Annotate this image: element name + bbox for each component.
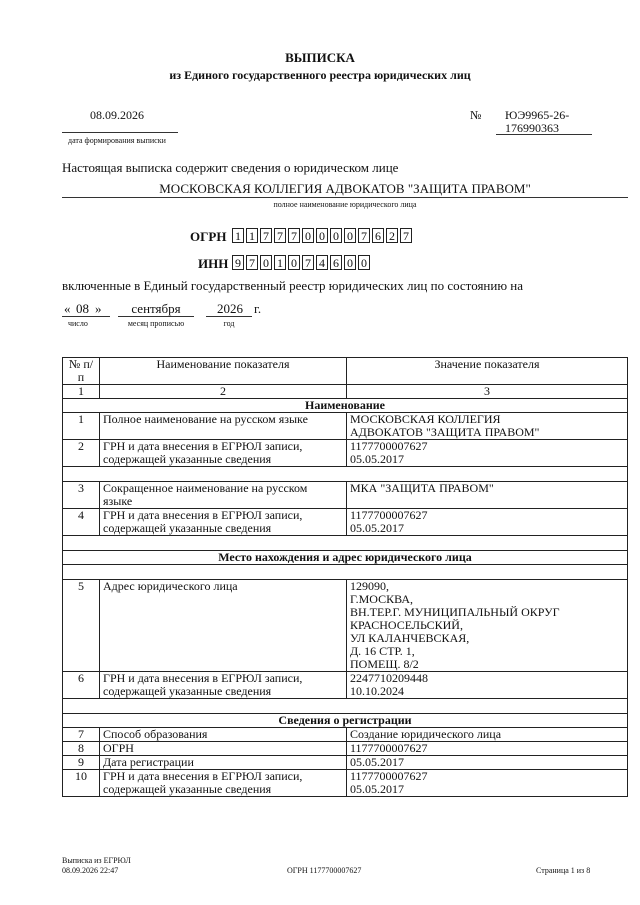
table-row (63, 509, 628, 536)
row-number: 6 (63, 672, 100, 699)
inn-boxes (232, 255, 372, 270)
ogrn-digit-box: 7 (260, 228, 272, 243)
inn-digit-box: 0 (260, 255, 272, 270)
row-name: ОГРН (100, 742, 347, 756)
inn-digit-box: 1 (274, 255, 286, 270)
inn-digit-box: 0 (358, 255, 370, 270)
day-underline (62, 316, 110, 317)
inn-digit-box: 4 (316, 255, 328, 270)
table-row (63, 756, 628, 770)
header-num-3: 3 (347, 385, 628, 399)
row-number: 9 (63, 756, 100, 770)
row-name: Способ образования (100, 728, 347, 742)
footer-left: Выписка из ЕГРЮЛ 08.09.2026 22:47 (62, 856, 131, 875)
inn-label: ИНН (198, 256, 229, 271)
spacer-row (63, 565, 628, 580)
ogrn-digit-box: 1 (232, 228, 244, 243)
row-name: Полное наименование на русском языке (100, 413, 347, 440)
table-header-row (63, 358, 628, 385)
section-address: Место нахождения и адрес юридического лица (63, 551, 628, 565)
table-row (63, 672, 628, 699)
row-number: 10 (63, 770, 100, 797)
ogrn-boxes (232, 228, 414, 243)
table-row (63, 742, 628, 756)
row-number: 8 (63, 742, 100, 756)
ogrn-digit-box: 2 (386, 228, 398, 243)
row-name: ГРН и дата внесения в ЕГРЮЛ записи, содержащей указанные сведения (100, 672, 347, 699)
date-close-quote: » (95, 301, 102, 316)
header-num: № п/п (63, 358, 100, 385)
number-sign: № (470, 108, 482, 122)
header-value: Значение показателя (347, 358, 628, 385)
row-name: ГРН и дата внесения в ЕГРЮЛ записи, содержащей указанные сведения (100, 509, 347, 536)
row-name: ГРН и дата внесения в ЕГРЮЛ записи, содержащей указанные сведения (100, 770, 347, 797)
row-name: Дата регистрации (100, 756, 347, 770)
ogrn-digit-box: 0 (344, 228, 356, 243)
row-number: 2 (63, 440, 100, 467)
date-underline (62, 132, 178, 133)
inn-digit-box: 7 (302, 255, 314, 270)
row-name: Адрес юридического лица (100, 580, 347, 672)
row-name: ГРН и дата внесения в ЕГРЮЛ записи, содержащей указанные сведения (100, 440, 347, 467)
row-name: Сокращенное наименование на русском языке (100, 482, 347, 509)
row-number: 5 (63, 580, 100, 672)
table-row (63, 728, 628, 742)
state-day: 08 (76, 301, 89, 316)
entity-name-caption: полное наименование юридического лица (273, 200, 417, 209)
state-year: 2026 (217, 301, 243, 316)
month-caption: месяц прописью (127, 319, 185, 328)
year-caption: год (223, 319, 235, 328)
row-value: 1177700007627 05.05.2017 (347, 770, 628, 797)
ogrn-digit-box: 1 (246, 228, 258, 243)
inn-digit-box: 7 (246, 255, 258, 270)
year-underline (206, 316, 252, 317)
number-underline (496, 134, 592, 135)
row-number: 3 (63, 482, 100, 509)
month-underline (118, 316, 194, 317)
row-value: 1177700007627 (347, 742, 628, 756)
ogrn-digit-box: 0 (302, 228, 314, 243)
header-num-1: 1 (63, 385, 100, 399)
row-number: 4 (63, 509, 100, 536)
ogrn-label: ОГРН (190, 229, 227, 244)
row-value: 2247710209448 10.10.2024 (347, 672, 628, 699)
document-subtitle: из Единого государственного реестра юридических лиц (169, 68, 471, 82)
section-naming: Наименование (63, 399, 628, 413)
extract-number-line1: ЮЭ9965-26- (505, 108, 570, 122)
row-number: 1 (63, 413, 100, 440)
section-row (63, 551, 628, 565)
row-number: 7 (63, 728, 100, 742)
ogrn-digit-box: 7 (288, 228, 300, 243)
table-row (63, 580, 628, 672)
spacer-row (63, 536, 628, 551)
inn-digit-box: 9 (232, 255, 244, 270)
state-month: сентября (131, 301, 181, 316)
spacer-row (63, 699, 628, 714)
formation-date: 08.09.2026 (90, 108, 144, 122)
ogrn-digit-box: 7 (274, 228, 286, 243)
date-open-quote: « (64, 301, 71, 316)
day-caption: число (68, 319, 88, 328)
ogrn-digit-box: 7 (358, 228, 370, 243)
section-registration: Сведения о регистрации (63, 714, 628, 728)
document-title: ВЫПИСКА (285, 50, 355, 65)
footer-ogrn: ОГРН 1177700007627 (287, 866, 362, 875)
year-suffix: г. (254, 301, 262, 316)
section-row (63, 714, 628, 728)
entity-full-name: МОСКОВСКАЯ КОЛЛЕГИЯ АДВОКАТОВ "ЗАЩИТА ПРАВОМ" (159, 181, 531, 196)
header-num-2: 2 (100, 385, 347, 399)
table-header-numbers (63, 385, 628, 399)
date-caption: дата формирования выписки (68, 136, 166, 145)
header-indicator: Наименование показателя (100, 358, 347, 385)
table-row (63, 440, 628, 467)
intro-text: Настоящая выписка содержит сведения о юридическом лице (62, 160, 399, 175)
ogrn-digit-box: 6 (372, 228, 384, 243)
table-row (63, 770, 628, 797)
ogrn-digit-box: 0 (330, 228, 342, 243)
ogrn-digit-box: 0 (316, 228, 328, 243)
inn-digit-box: 0 (288, 255, 300, 270)
table-row (63, 413, 628, 440)
section-row (63, 399, 628, 413)
included-text: включенные в Единый государственный реестр юридических лиц по состоянию на (62, 278, 524, 293)
inn-digit-box: 6 (330, 255, 342, 270)
row-value: 129090, Г.МОСКВА, ВН.ТЕР.Г. МУНИЦИПАЛЬНЫЙ ОКРУГ КРАСНОСЕЛЬСКИЙ, УЛ КАЛАНЧЕВСКАЯ, Д. 16 СТР. 1, ПОМЕЩ. 8/2 (347, 580, 628, 672)
row-value: Создание юридического лица (347, 728, 628, 742)
inn-digit-box: 0 (344, 255, 356, 270)
row-value: МОСКОВСКАЯ КОЛЛЕГИЯ АДВОКАТОВ "ЗАЩИТА ПРАВОМ" (347, 413, 628, 440)
row-value: МКА "ЗАЩИТА ПРАВОМ" (347, 482, 628, 509)
table-row (63, 482, 628, 509)
spacer-row (63, 467, 628, 482)
row-value: 1177700007627 05.05.2017 (347, 509, 628, 536)
row-value: 1177700007627 05.05.2017 (347, 440, 628, 467)
entity-name-underline (62, 197, 628, 198)
extract-number-line2: 176990363 (505, 121, 559, 135)
footer-page: Страница 1 из 8 (536, 866, 591, 875)
info-table (62, 357, 628, 797)
ogrn-digit-box: 7 (400, 228, 412, 243)
row-value: 05.05.2017 (347, 756, 628, 770)
